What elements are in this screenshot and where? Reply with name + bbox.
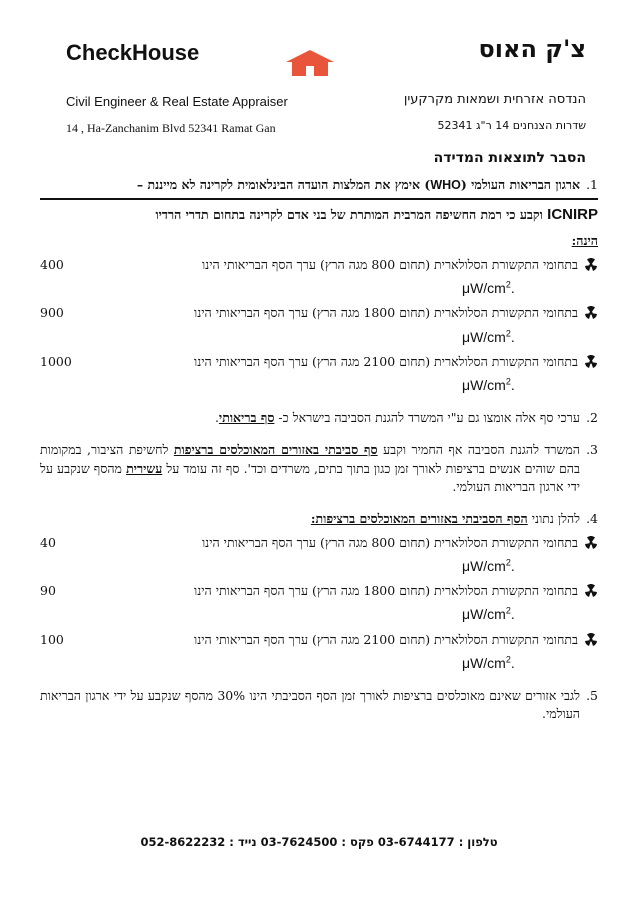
brand-name-en: CheckHouse [66,40,200,65]
unit-label: $\mu W/cm^2$. [462,327,515,345]
unit-text: μW/cm [462,558,506,575]
list-item [40,353,598,371]
radiation-icon [584,584,598,598]
paragraph-1 [40,176,598,194]
paragraph-number: 2. [586,410,598,426]
paragraph-1-continued [40,204,598,226]
address-en: 14 , Ha-Zanchanim Blvd 52341 Ramat Gan [66,121,276,135]
text-run: לחשיפת הציבור, במקומות בהם שוהים אנשים ברציפות לאורך זמן כגון בתוך בתים, משרדים וכד'. סף זה עומד על [40,442,580,476]
unit-text: μW/cm [462,280,506,297]
radiation-icon [584,258,598,272]
unit-label: $\mu W/cm^2$. [462,654,515,671]
unit-label: $\mu W/cm^2$. [462,605,515,623]
radiation-icon [584,633,598,647]
paragraph-number: 5. [586,688,598,704]
list-item-text: בתחומי התקשורת הסלולארית (תחום 1800 מגה הרץ) ערך הסף הבריאותי הינו [194,305,578,321]
radiation-icon [584,536,598,550]
threshold-list-health [40,256,598,395]
text-run: הסף הסביבתי באזורים המאוכלסים ברציפות: [310,510,528,526]
threshold-value: 400 [40,257,64,272]
divider [40,198,598,200]
text-run: . [214,410,219,426]
unit-superscript: 2 [505,557,511,568]
unit-label: $\mu W/cm^2$. [462,557,515,575]
subtitle-he: הנדסה אזרחית ושמאות מקרקעין [403,92,586,107]
unit-label: $\mu W/cm^2$. [462,376,515,393]
subtitle-en: Civil Engineer & Real Estate Appraiser [66,94,288,109]
list-item [40,534,598,552]
address-he: שדרות הצנחנים 14 ר"ג 52341 [437,119,586,132]
unit-text: μW/cm [462,328,506,345]
unit-superscript: 2 [505,654,511,665]
text-run: עשירית [126,460,163,476]
text-run: סף סביבתי באזורים המאוכלסים ברציפות [173,442,378,458]
list-item-text: בתחומי התקשורת הסלולארית (תחום 2100 מגה הרץ) ערך הסף הבריאותי הינו [194,631,578,647]
threshold-value: 90 [40,583,56,599]
list-item [40,304,598,322]
list-label: הינה: [571,232,598,248]
unit-text: μW/cm [462,654,506,671]
icnirp-acronym: ICNIRP [547,206,598,224]
paragraph-number: 4. [586,510,598,526]
brand-name-he: צ'ק האוס [478,35,586,63]
list-item [40,631,598,649]
paragraph-text: לגבי אזורים שאינם מאוכלסים ברציפות לאורך זמן הסף הסביבתי הינו 30% מהסף שנקבע על ידי ארגון הבריאות העולמי. [40,688,580,722]
text-run: ערכי סף אלה אומצו גם ע"י המשרד להגנת הסביבה בישראל כ- [274,410,580,426]
house-logo-icon [282,48,338,78]
radiation-icon [584,355,598,369]
paragraph-number: 1. [586,177,598,192]
paragraph-4 [40,510,598,528]
unit-label: $\mu W/cm^2$. [462,279,515,297]
paragraph-3 [40,441,598,495]
threshold-value: 100 [40,631,64,647]
text-run: המשרד להגנת הסביבה אף החמיר וקבע [377,442,580,458]
unit-text: μW/cm [462,606,506,623]
text-run: ) אימץ את המלצות הועדה הבינלאומית לקרינה לא מייננת – [136,177,431,192]
list-item-text: בתחומי התקשורת הסלולארית (תחום 800 מגה הרץ) ערך הסף הבריאותי הינו [201,257,578,272]
threshold-value: 1000 [40,353,72,369]
text-run: וקבע כי רמת החשיפה המרבית המותרת של בני אדם לקרינה בתחום תדרי הרדיו [155,207,548,223]
threshold-value: 40 [40,534,56,550]
footer-contact: טלפון : 03-6744177 פקס : 03-7624500 נייד : 052-8622232 [140,835,498,849]
paragraph-2 [40,409,598,427]
paragraph-text [40,176,580,194]
unit-superscript: 2 [505,376,511,387]
threshold-list-environmental [40,534,598,673]
paragraph-number: 3. [586,442,598,458]
text-run: להלן נתוני [527,510,580,526]
unit-superscript: 2 [505,605,511,616]
unit-text: μW/cm [462,376,506,393]
list-item [40,256,598,274]
threshold-value: 900 [40,305,64,321]
list-item-text: בתחומי התקשורת הסלולארית (תחום 800 מגה הרץ) ערך הסף הבריאותי הינו [201,534,578,550]
paragraph-text [40,441,580,495]
document-body [40,176,598,737]
paragraph-text [40,409,580,427]
text-run: סף בריאותי [218,410,275,426]
list-item-text: בתחומי התקשורת הסלולארית (תחום 2100 מגה הרץ) ערך הסף הבריאותי הינו [194,353,578,369]
list-item-text: בתחומי התקשורת הסלולארית (תחום 1800 מגה הרץ) ערך הסף הבריאותי הינו [194,583,578,599]
unit-superscript: 2 [505,327,511,338]
radiation-icon [584,306,598,320]
document-title: הסבר לתוצאות המדידה [433,150,586,166]
list-item [40,582,598,600]
paragraph-text [40,510,580,528]
unit-superscript: 2 [505,279,511,290]
text-run: ארגון הבריאות העולמי ( [460,177,580,192]
paragraph-5 [40,687,598,723]
text-run: מהסף שנקבע על ידי ארגון הבריאות העולמי. [40,460,580,494]
who-acronym: WHO [430,178,461,192]
